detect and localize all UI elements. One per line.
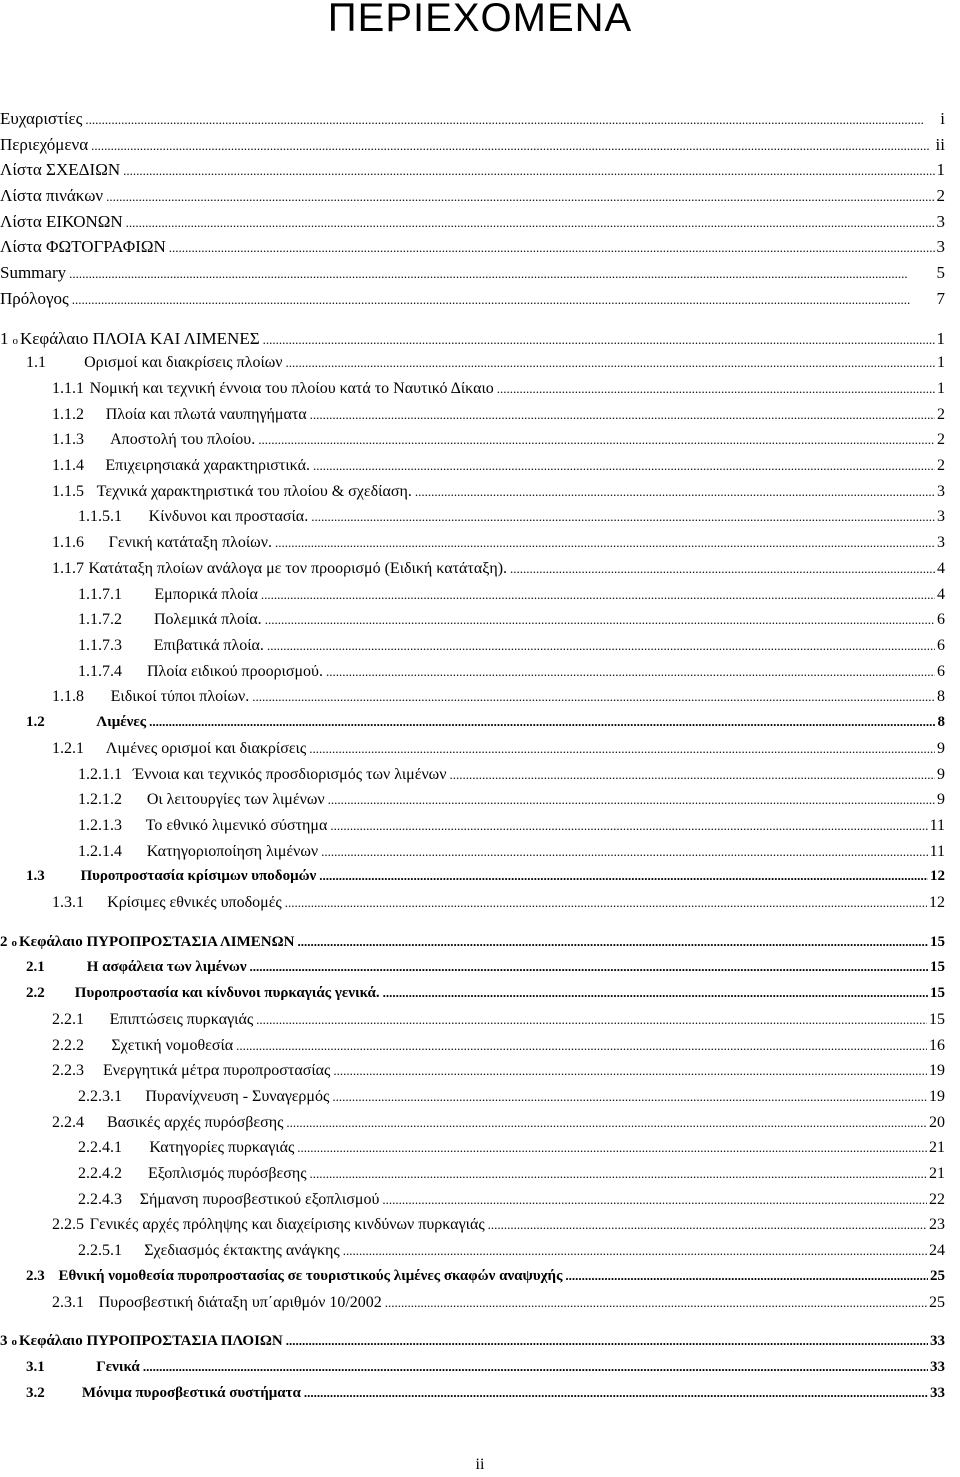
toc-entry-page: 11 <box>929 843 945 860</box>
toc-entry-title: Πλοία ειδικού προορισμού. <box>147 663 323 680</box>
toc-entry-page: 23 <box>929 1216 945 1233</box>
toc-entry-number: 1.1.6 <box>52 534 84 551</box>
toc-entry-leader <box>319 868 928 885</box>
toc-entry-leader <box>330 817 927 835</box>
toc-entry[interactable] <box>78 766 945 790</box>
toc-entry-number: 3 <box>0 1333 8 1349</box>
toc-entry-page: 3 <box>936 237 945 256</box>
toc-entry-number: 1.1.7 <box>52 560 84 577</box>
toc-entry-title: Κεφάλαιο ΠΥΡΟΠΡΟΣΤΑΣΙΑ ΠΛΟΙΩΝ <box>19 1333 283 1349</box>
toc-entry[interactable] <box>52 534 945 558</box>
toc-entry[interactable] <box>52 894 945 918</box>
toc-entry[interactable] <box>26 714 945 738</box>
toc-entry-leader <box>106 186 934 206</box>
toc-entry-title: Ενεργητικά μέτρα πυροπροστασίας <box>102 1062 331 1079</box>
toc-entry-leader <box>328 791 935 809</box>
toc-entry-number: 2 <box>0 934 8 950</box>
toc-entry-leader <box>343 1242 927 1260</box>
toc-entry-leader <box>333 1062 927 1080</box>
toc-entry-leader <box>510 560 935 578</box>
toc-entry-number: 1.1.7.1 <box>78 586 122 603</box>
toc-entry-title: Γενικές αρχές πρόληψης και διαχείρισης κινδύνων πυρκαγιάς <box>89 1216 485 1233</box>
toc-entry-title: Λίστα ΣΧΕΔΙΩΝ <box>0 160 121 179</box>
toc-entry-title: Εθνική νομοθεσία πυροπροστασίας σε τουριστικούς λιμένες σκαφών αναψυχής <box>58 1268 563 1284</box>
toc-entry-page: 3 <box>937 534 945 551</box>
toc-entry[interactable] <box>26 959 945 983</box>
toc-entry-title: Πρόλογος <box>0 289 69 308</box>
toc-entry-number: 2.2.2 <box>52 1037 84 1054</box>
toc-entry[interactable] <box>78 611 945 635</box>
toc-entry-title: Γενικά <box>96 1359 140 1375</box>
toc-entry-number: 2.2.5.1 <box>78 1242 122 1259</box>
toc-entry[interactable] <box>0 329 945 353</box>
toc-entry[interactable] <box>52 1294 945 1318</box>
toc-entry-title: Νομική και τεχνική έννοια του πλοίου κατά το Ναυτικό Δίκαιο <box>89 380 494 397</box>
toc-entry[interactable] <box>78 637 945 661</box>
toc-entry-page: 20 <box>929 1114 945 1131</box>
toc-entry-leader <box>326 663 935 681</box>
toc-entry-title: Η ασφάλεια των λιμένων <box>86 959 247 975</box>
toc-entry[interactable] <box>78 1242 945 1266</box>
toc-entry-number: 1.1.8 <box>52 688 84 705</box>
toc-entry-page: 5 <box>936 263 945 282</box>
toc-entry-title: Εξοπλισμός πυρόσβεσης <box>147 1165 307 1182</box>
toc-entry-title: Ευχαριστίες <box>0 109 83 128</box>
toc-entry-title: Κεφάλαιο ΠΥΡΟΠΡΟΣΤΑΣΙΑ ΛΙΜΕΝΩΝ <box>19 934 295 950</box>
toc-entry-page: 15 <box>929 1011 945 1028</box>
toc-entry-page: 7 <box>936 289 945 308</box>
toc-entry-number: 1.3.1 <box>52 894 84 911</box>
toc-entry-leader <box>311 508 935 526</box>
toc-entry[interactable] <box>52 406 945 430</box>
toc-entry-number: 3.2 <box>26 1385 45 1401</box>
toc-entry-leader <box>304 1385 928 1402</box>
toc-entry-number: 2.3.1 <box>52 1294 84 1311</box>
toc-entry-leader <box>297 934 928 951</box>
toc-entry-number: 1.1.1 <box>52 380 84 397</box>
toc-entry-number: 1.1.7.3 <box>78 637 122 654</box>
toc-entry-leader <box>332 1088 927 1106</box>
toc-entry-page: 25 <box>930 1268 945 1284</box>
toc-entry-number: 1.1.5.1 <box>78 508 122 525</box>
toc-entry-title: Κεφάλαιο ΠΛΟΙΑ ΚΑΙ ΛΙΜΕΝΕΣ <box>20 329 260 348</box>
toc-entry-leader <box>149 714 935 731</box>
toc-entry-title: Περιεχόμενα <box>0 135 89 154</box>
toc-entry-page: 9 <box>937 740 945 757</box>
toc-entry-title: Σχετική νομοθεσία <box>111 1037 234 1054</box>
toc-entry-number: 1.1.2 <box>52 406 84 423</box>
toc-entry-leader <box>126 212 935 232</box>
toc-entry[interactable] <box>78 1165 945 1189</box>
toc-entry-page: 22 <box>929 1191 945 1208</box>
toc-entry-number: 1.1.7.2 <box>78 611 122 628</box>
toc-entry-page: 3 <box>937 508 945 525</box>
toc-entry-page: 2 <box>937 431 945 448</box>
toc-entry[interactable] <box>52 688 945 712</box>
toc-entry-title: Επιβατικά πλοία. <box>153 637 264 654</box>
toc-entry[interactable] <box>52 457 945 481</box>
toc-entry[interactable] <box>26 354 945 378</box>
toc-entry[interactable] <box>78 843 945 867</box>
toc-entry-number: 1.3 <box>26 868 45 884</box>
toc-entry[interactable] <box>78 817 945 841</box>
toc-entry-leader <box>415 483 935 501</box>
toc-entry[interactable] <box>52 1062 945 1086</box>
toc-entry-leader <box>258 431 935 449</box>
toc-entry-number: 2.3 <box>26 1268 45 1284</box>
toc-entry[interactable] <box>52 1037 945 1061</box>
toc-entry-page: 3 <box>936 212 945 231</box>
toc-entry-title: Τεχνικά χαρακτηριστικά του πλοίου & σχεδίαση. <box>96 483 412 500</box>
toc-entry-page: 21 <box>929 1165 945 1182</box>
toc-entry-page: 15 <box>930 985 945 1001</box>
toc-entry-title: Πυροπροστασία και κίνδυνοι πυρκαγιάς γενικά. <box>74 985 380 1001</box>
toc-entry-title: Λιμένες ορισμοί και διακρίσεις <box>105 740 307 757</box>
toc-entry[interactable] <box>52 483 945 507</box>
toc-entry-number: 2.2.4.3 <box>78 1191 122 1208</box>
toc-entry[interactable] <box>0 109 945 133</box>
toc-entry-title: Κατηγοριοποίηση λιμένων <box>146 843 319 860</box>
toc-entry[interactable] <box>78 791 945 815</box>
toc-entry-leader <box>309 740 935 758</box>
toc-entry-page: 4 <box>937 560 945 577</box>
toc-entry-superscript: ο <box>11 937 17 949</box>
toc-entry[interactable] <box>0 186 945 210</box>
toc-entry[interactable] <box>0 237 945 261</box>
toc-entry-leader <box>72 289 935 309</box>
page-title: ΠΕΡΙΕΧΟΜΕΝΑ <box>327 0 633 40</box>
toc-entry[interactable] <box>26 868 945 892</box>
toc-entry-number: 1.2.1.3 <box>78 817 122 834</box>
toc-entry-title: Λιμένες <box>96 714 147 730</box>
toc-entry[interactable] <box>26 1359 945 1383</box>
toc-entry-title: Έννοια και τεχνικός προσδιορισμός των λιμένων <box>133 766 447 783</box>
toc-entry-page: 33 <box>930 1359 945 1375</box>
toc-entry-page: 6 <box>937 663 945 680</box>
toc-entry-leader <box>310 406 935 424</box>
toc-entry[interactable] <box>52 1011 945 1035</box>
toc-entry[interactable] <box>0 934 945 958</box>
toc-entry[interactable] <box>52 560 945 584</box>
toc-entry-leader <box>285 894 927 912</box>
toc-entry[interactable] <box>0 160 945 184</box>
toc-entry-page: 6 <box>937 611 945 628</box>
toc-entry-page: 33 <box>930 1385 945 1401</box>
toc-entry-leader <box>313 457 935 475</box>
toc-entry-leader <box>286 1333 928 1350</box>
toc-entry[interactable] <box>52 1216 945 1240</box>
toc-entry-leader <box>261 586 935 604</box>
toc-entry-page: 21 <box>929 1139 945 1156</box>
toc-entry-page: 15 <box>930 959 945 975</box>
toc-entry-leader <box>91 135 933 155</box>
toc-entry-leader <box>321 843 927 861</box>
toc-entry-title: Επιχειρησιακά χαρακτηριστικά. <box>105 457 310 474</box>
toc-entry-page: 19 <box>929 1088 945 1105</box>
toc-entry-number: 2.2.4.2 <box>78 1165 122 1182</box>
toc-entry-page: 8 <box>937 714 945 730</box>
toc-entry-page: 12 <box>930 868 945 884</box>
toc-entry-superscript: ο <box>12 335 18 347</box>
toc-entry[interactable] <box>0 289 945 313</box>
toc-entry-page: 3 <box>937 483 945 500</box>
toc-entry-title: Πολεμικά πλοία. <box>153 611 262 628</box>
toc-entry-title: Αποστολή του πλοίου. <box>110 431 256 448</box>
toc-entry-title: Κατάταξη πλοίων ανάλογα με τον προορισμό (Ειδική κατάταξη). <box>88 560 508 577</box>
toc-entry-page: ii <box>935 135 945 154</box>
toc-entry-number: 2.2.3 <box>52 1062 84 1079</box>
toc-entry-number: 3.1 <box>26 1359 45 1375</box>
toc-entry-leader <box>383 985 928 1002</box>
toc-entry[interactable] <box>52 740 945 764</box>
toc-entry[interactable] <box>26 1385 945 1409</box>
toc-entry-title: Γενική κατάταξη πλοίων. <box>108 534 272 551</box>
toc-entry-number: 1.2.1.1 <box>78 766 122 783</box>
toc-entry-title: Πυρανίχνευση - Συναγερμός <box>145 1088 330 1105</box>
toc-entry[interactable] <box>0 135 945 159</box>
toc-entry-title: Βασικές αρχές πυρόσβεσης <box>107 1114 284 1131</box>
toc-entry-page: 19 <box>929 1062 945 1079</box>
toc-entry-number: 1.2.1.4 <box>78 843 122 860</box>
toc-entry-page: 15 <box>930 934 945 950</box>
toc-entry-leader <box>497 380 935 398</box>
toc-entry-title: Summary <box>0 263 67 282</box>
toc-entry-leader <box>267 637 935 655</box>
toc-entry-number: 1.1 <box>26 354 46 371</box>
toc-entry-leader <box>169 237 935 257</box>
toc-entry-number: 2.1 <box>26 959 45 975</box>
toc-entry-leader <box>265 611 935 629</box>
toc-entry-number: 1.2 <box>26 714 45 730</box>
toc-entry-page: 16 <box>929 1037 945 1054</box>
toc-entry-page: 9 <box>937 766 945 783</box>
toc-entry-leader <box>85 109 938 129</box>
toc-entry-page: 11 <box>929 817 945 834</box>
toc-entry-title: Κίνδυνοι και προστασία. <box>148 508 309 525</box>
toc-entry-number: 2.2.5 <box>52 1216 84 1233</box>
toc-entry-page: i <box>940 109 945 128</box>
toc-entry-leader <box>385 1294 927 1312</box>
toc-entry-page: 1 <box>937 380 945 397</box>
toc-entry-leader <box>250 959 928 976</box>
toc-entry-title: Λίστα ΦΩΤΟΓΡΑΦΙΩΝ <box>0 237 166 256</box>
toc-entry-number: 1.2.1 <box>52 740 84 757</box>
toc-entry-title: Ειδικοί τύποι πλοίων. <box>110 688 250 705</box>
toc-entry-title: Μόνιμα πυροσβεστικά συστήματα <box>81 1385 301 1401</box>
toc-entry-title: Κρίσιμες εθνικές υποδομές <box>107 894 282 911</box>
toc-entry-leader <box>286 1114 927 1132</box>
toc-entry[interactable] <box>78 1088 945 1112</box>
toc-entry-number: 1.1.3 <box>52 431 84 448</box>
toc-entry[interactable] <box>78 586 945 610</box>
toc-entry-page: 2 <box>937 406 945 423</box>
page-number: ii <box>475 1456 485 1473</box>
toc-entry-leader <box>69 263 934 283</box>
toc-entry[interactable] <box>0 212 945 236</box>
toc-entry-leader <box>286 354 935 372</box>
toc-entry[interactable] <box>26 985 945 1009</box>
toc-entry-leader <box>449 766 935 784</box>
toc-entry-page: 1 <box>937 354 945 371</box>
toc-entry-number: 2.2.4.1 <box>78 1139 122 1156</box>
toc-entry-leader <box>297 1139 927 1157</box>
toc-entry[interactable] <box>78 1139 945 1163</box>
toc-entry[interactable] <box>52 1114 945 1138</box>
toc-entry-page: 24 <box>929 1242 945 1259</box>
toc-entry[interactable] <box>78 508 945 532</box>
toc-entry[interactable] <box>52 380 945 404</box>
toc-entry-title: Πυροσβεστική διάταξη υπ΄αριθμόν 10/2002 <box>98 1294 382 1311</box>
toc-entry-page: 8 <box>937 688 945 705</box>
toc-entry-number: 1.1.7.4 <box>78 663 122 680</box>
toc-entry-page: 33 <box>930 1333 945 1349</box>
toc-entry-title: Οι λειτουργίες των λιμένων <box>146 791 325 808</box>
toc-entry-number: 2.2.4 <box>52 1114 84 1131</box>
toc-entry-page: 4 <box>937 586 945 603</box>
toc-entry-leader <box>488 1216 927 1234</box>
toc-entry-number: 2.2.1 <box>52 1011 84 1028</box>
toc-entry-title: Λίστα πινάκων <box>0 186 104 205</box>
toc-entry-leader <box>275 534 935 552</box>
toc-entry[interactable] <box>78 1191 945 1215</box>
toc-entry-title: Πλοία και πλωτά ναυπηγήματα <box>105 406 307 423</box>
toc-entry-leader <box>236 1037 927 1055</box>
toc-entry-title: Πυροπροστασία κρίσιμων υποδομών <box>80 868 317 884</box>
toc-entry-number: 1.1.5 <box>52 483 84 500</box>
toc-entry-superscript: ο <box>11 1336 17 1348</box>
toc-entry-leader <box>382 1191 927 1209</box>
toc-entry-page: 1 <box>936 329 945 348</box>
toc-entry-number: 1.1.4 <box>52 457 84 474</box>
toc-entry-leader <box>565 1268 928 1285</box>
toc-entry-title: Το εθνικό λιμενικό σύστημα <box>145 817 328 834</box>
toc-entry-number: 1.2.1.2 <box>78 791 122 808</box>
toc-entry-page: 2 <box>937 457 945 474</box>
toc-entry-title: Εμπορικά πλοία <box>154 586 258 603</box>
toc-entry[interactable] <box>0 1333 945 1357</box>
toc-entry-title: Λίστα ΕΙΚΟΝΩΝ <box>0 212 123 231</box>
toc-entry-leader <box>256 1011 927 1029</box>
toc-entry-number: 2.2 <box>26 985 45 1001</box>
toc-entry-leader <box>123 160 934 180</box>
toc-entry-page: 25 <box>929 1294 945 1311</box>
toc-entry-title: Επιπτώσεις πυρκαγιάς <box>109 1011 254 1028</box>
toc-entry-number: 2.2.3.1 <box>78 1088 122 1105</box>
toc-entry[interactable] <box>0 263 945 287</box>
toc-entry[interactable] <box>52 431 945 455</box>
toc-entry-page: 12 <box>929 894 945 911</box>
toc-entry-page: 1 <box>936 160 945 179</box>
toc-entry-title: Σήμανση πυροσβεστικού εξοπλισμού <box>139 1191 380 1208</box>
toc-entry-page: 6 <box>937 637 945 654</box>
toc-entry-leader <box>252 688 935 706</box>
toc-entry-leader <box>310 1165 927 1183</box>
toc-entry-title: Ορισμοί και διακρίσεις πλοίων <box>84 354 283 371</box>
toc-entry[interactable] <box>26 1268 945 1292</box>
toc-entry[interactable] <box>78 663 945 687</box>
toc-entry-number: 1 <box>0 329 9 348</box>
toc-entry-title: Σχεδιασμός έκτακτης ανάγκης <box>144 1242 340 1259</box>
toc-entry-page: 9 <box>937 791 945 808</box>
toc-entry-leader <box>263 329 935 349</box>
toc-entry-title: Κατηγορίες πυρκαγιάς <box>149 1139 295 1156</box>
toc-entry-leader <box>143 1359 928 1376</box>
toc-entry-page: 2 <box>936 186 945 205</box>
